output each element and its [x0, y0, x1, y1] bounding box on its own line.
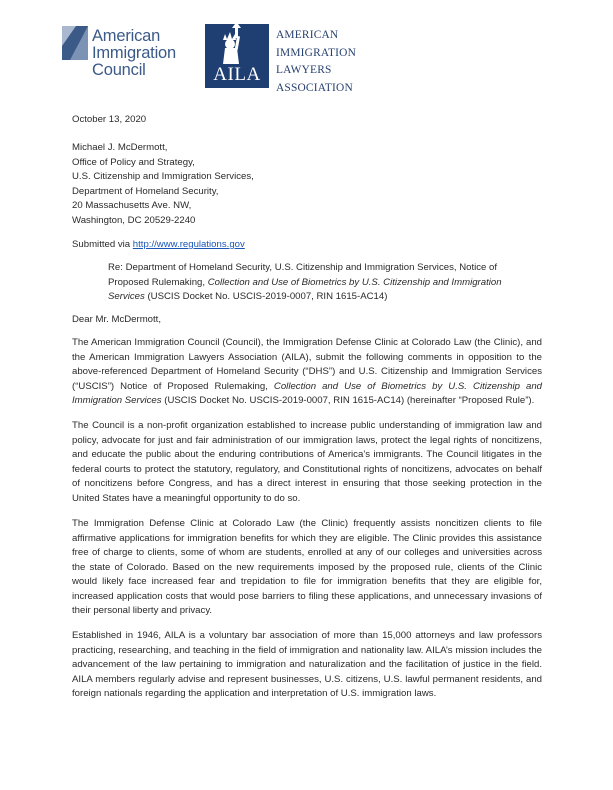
aila-abbreviation: AILA	[213, 64, 261, 85]
address-line: Office of Policy and Strategy,	[72, 156, 195, 168]
re-text: Re: Department of Homeland Security, U.S. Citizenship and Immigration Services, Notice of Proposed Rulemaking,	[108, 262, 498, 288]
re-docket: (USCIS Docket No. USCIS-2019-0007, RIN 1615-AC14)	[144, 291, 388, 302]
recipient-address	[72, 141, 254, 228]
letter-date: October 13, 2020	[72, 114, 147, 125]
aila-paragraph: Established in 1946, AILA is a voluntary bar association of more than 15,000 attorneys and law professors practicing, researching, and teaching in the field of immigration and nationality law. AILA’s mission includes the advancement of the law pertaining to immigration and naturalization and the facilitation of justice in the field. AILA members regularly advise and represent businesses, U.S. citizens, U.S. lawful permanent residents, and foreign nationals regarding the application and interpretation of U.S. immigration laws.	[72, 630, 542, 699]
council-paragraph: The Council is a non-profit organization established to increase public understanding of immigration law and policy, advocate for just and fair administration of our immigration laws, protect the legal rights of noncitizens, and educate the public about the enduring contributions of America’s immigrants. The Council litigates in the federal courts to protect the statutory, regulatory, and Constitutional rights of noncitizens, advocates on behalf of noncitizens before Congress, and has a direct interest in ensuring that those seeking protection in the United States have a meaningful opportunity to do so.	[72, 420, 542, 504]
council-logo-line1: American	[92, 27, 161, 45]
address-line: U.S. Citizenship and Immigration Services,	[72, 171, 254, 182]
submitted-prefix: Submitted via	[72, 239, 133, 250]
council-mark-icon	[62, 26, 88, 60]
aila-logo	[205, 24, 269, 88]
intro-docket: (USCIS Docket No. USCIS-2019-0007, RIN 1615-AC14) (hereinafter “Proposed Rule”).	[161, 395, 535, 406]
council-logo-line3: Council	[92, 61, 146, 79]
re-rule-title: Collection and Use of Biometrics by U.S. Citizenship and Immigration Services	[108, 276, 502, 302]
address-line: Department of Homeland Security,	[72, 185, 219, 197]
clinic-paragraph: The Immigration Defense Clinic at Colorado Law (the Clinic) frequently assists noncitizen clients to file affirmative applications for immigration benefits for which they are eligible. The Clinic provides this assistance free of charge to clients, some of whom are students, enrolled at any of our colleges and universities across the state of Colorado. Based on the new requirements imposed by the proposed rule, clients of the Clinic would likely face increased fear and trepidation to file for immigration benefits that they are eligible for, increased application costs that would pose barriers to filing these applications, and unnecessary invasions of their personal liberty and privacy.	[72, 518, 542, 616]
salutation: Dear Mr. McDermott,	[72, 314, 162, 325]
address-line: 20 Massachusetts Ave. NW,	[72, 200, 192, 211]
aila-full-name	[276, 27, 356, 97]
aila-name-line2: IMMIGRATION	[276, 46, 357, 59]
intro-rule-title: Collection and Use of Biometrics by U.S. Citizenship and Immigration Services	[72, 380, 542, 406]
regulations-gov-link[interactable]: http://www.regulations.gov	[132, 239, 245, 250]
council-logo-text	[92, 28, 176, 79]
aila-name-line3: LAWYERS	[276, 64, 332, 76]
aila-name-line4: ASSOCIATION	[276, 81, 353, 94]
address-line: Michael J. McDermott,	[72, 142, 168, 153]
aila-name-line1: AMERICAN	[276, 29, 339, 41]
intro-text: The American Immigration Council (Council), the Immigration Defense Clinic at Colorado Law (the Clinic), and the American Immigration Lawyers Association (AILA), submit the following comments in opposition to the above-referenced Department of Homeland Security (“DHS”) and U.S. Citizenship and Immigration Services (“USCIS”) Notice of Proposed Rulemaking,	[72, 337, 542, 392]
american-immigration-council-logo	[62, 26, 190, 84]
intro-paragraph	[72, 336, 542, 409]
re-line	[108, 261, 540, 305]
address-line: Washington, DC 20529-2240	[72, 214, 196, 226]
council-logo-line2: Immigration	[92, 44, 176, 62]
submitted-via-line	[72, 238, 245, 253]
aila-logo-box	[205, 24, 269, 88]
